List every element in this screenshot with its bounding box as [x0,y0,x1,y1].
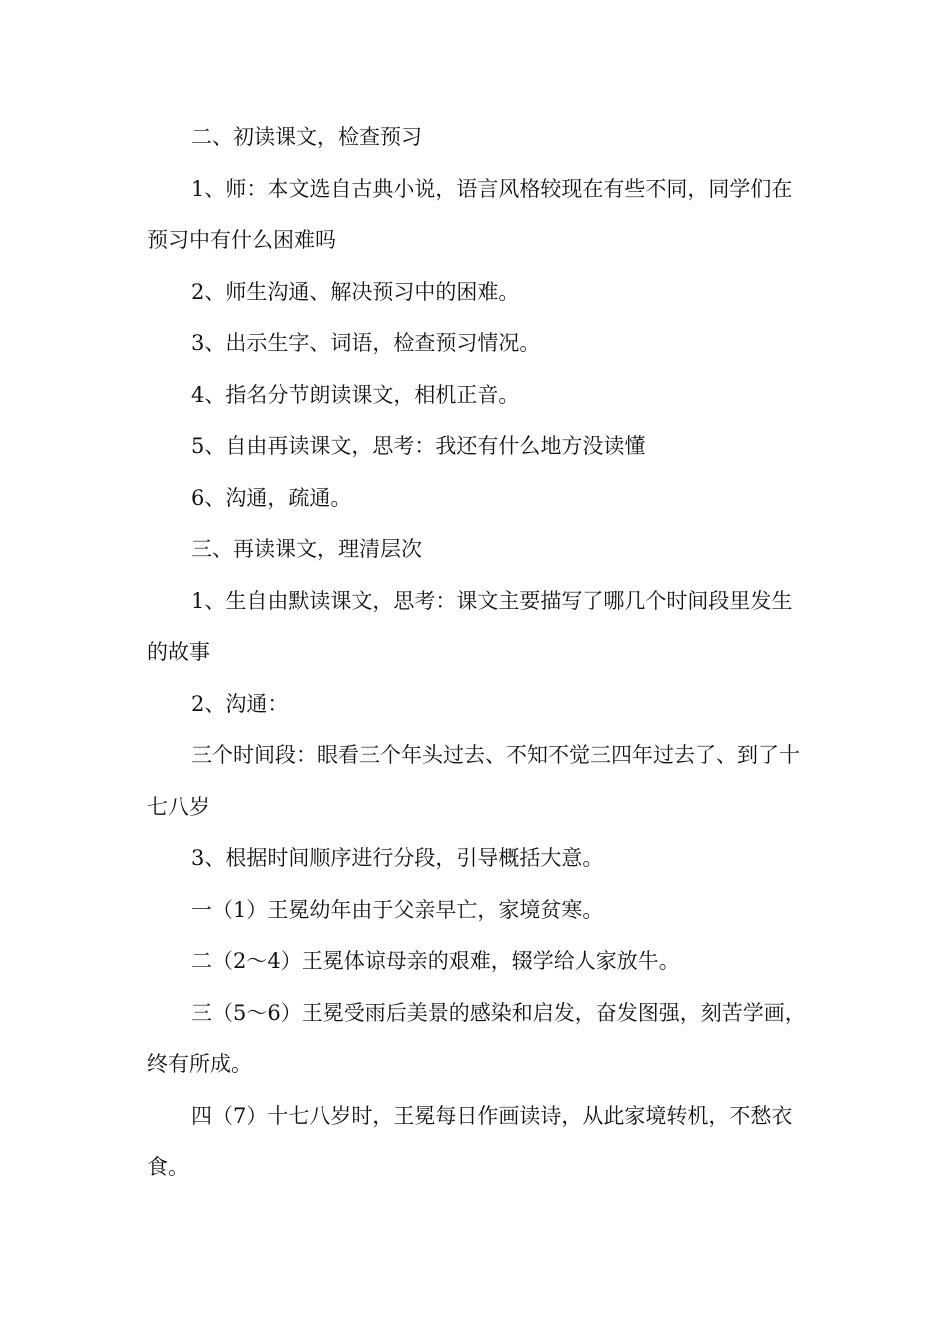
section-heading-rereading: 三、再读课文，理清层次 [191,537,422,561]
paragraph-item-4: 4、指名分节朗读课文，相机正音。 [191,382,520,407]
paragraph-item-2: 2、师生沟通、解决预习中的困难。 [191,279,520,304]
section-heading-initial-reading: 二、初读课文，检查预习 [191,125,422,149]
paragraph-item-2b: 2、沟通： [191,691,289,716]
document-body [147,112,810,1194]
paragraph-item-3: 3、出示生字、词语，检查预习情况。 [191,331,541,355]
paragraph-item-1b: 1、生自由默读课文，思考：课文主要描写了哪几个时间段里发生的故事 [147,588,793,664]
paragraph-section-three: 三（5～6）王冕受雨后美景的感染和启发，奋发图强，刻苦学画，终有所成。 [147,1000,806,1076]
paragraph-section-four: 四（7）十七八岁时，王冕每日作画读诗，从此家境转机，不愁衣食。 [147,1103,793,1179]
paragraph-section-one: 一（1）王冕幼年由于父亲早亡，家境贫寒。 [191,897,604,922]
paragraph-item-3b: 3、根据时间顺序进行分段，引导概括大意。 [191,846,604,870]
paragraph-item-6: 6、沟通，疏通。 [191,485,352,510]
paragraph-item-1: 1、师：本文选自古典小说，语言风格较现在有些不同，同学们在预习中有什么困难吗 [147,176,793,252]
paragraph-item-5: 5、自由再读课文，思考：我还有什么地方没读懂 [191,434,646,458]
paragraph-section-two: 二（2～4）王冕体谅母亲的艰难，辍学给人家放牛。 [191,949,680,973]
paragraph-time-periods: 三个时间段：眼看三个年头过去、不知不觉三四年过去了、到了十七八岁 [147,743,800,819]
